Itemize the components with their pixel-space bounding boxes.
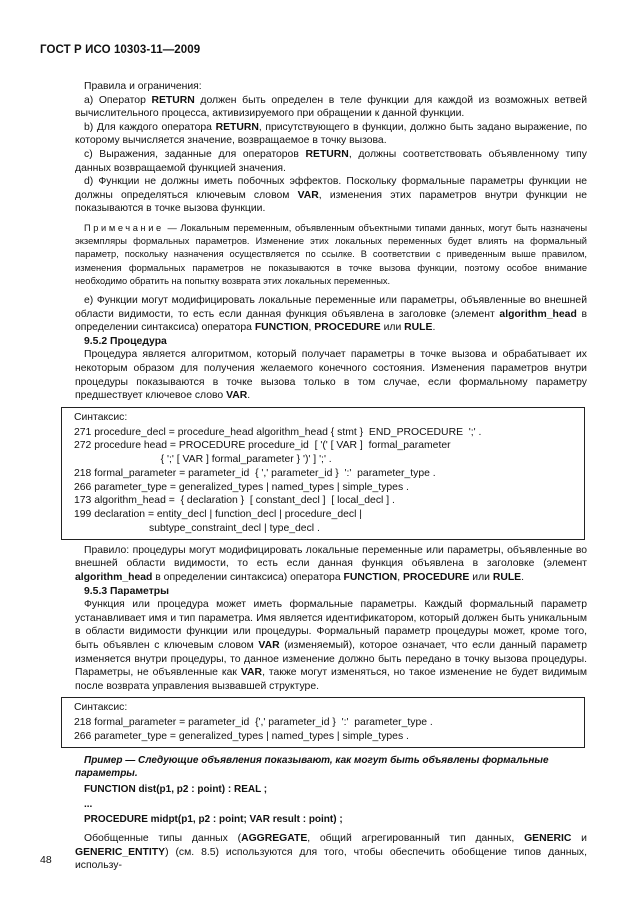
syntax-line: { ';' [ VAR ] formal_parameter } ')' ] ';' . — [74, 454, 332, 466]
syntax-line: 266 parameter_type = generalized_types | named_types | simple_types . — [74, 731, 409, 742]
syntax-line: 173 algorithm_head = { declaration } [ constant_decl ] [ local_decl ] . — [74, 495, 395, 507]
rule-c: с) Выражения, заданные для операторов RETURN, должны соответствовать объявленному типу данных возвращаемой функцией значения. — [75, 148, 587, 174]
syntax-title: Синтаксис: — [74, 702, 128, 714]
example-caption: Пример — Следующие объявления показывают, как могут быть объявлены формальные параметры. — [75, 754, 549, 780]
rule-d: d) Функции не должны иметь побочных эффектов. Поскольку формальные параметры функции не должны определяться ключевым словом VAR, изменения этих параметров внутри функции не показываются в точке вызова функции. — [75, 176, 587, 215]
rule-e: е) Функции могут модифицировать локальные переменные или параметры, объявленные во внешней области видимости, то есть если данная функция объявлена в заголовке (элемент algorithm_head в определении синтаксиса) оператора FUNCTION, PROCEDURE или RULE. — [75, 294, 587, 334]
syntax-box-parameters — [61, 697, 585, 747]
syntax-line: 218 formal_parameter = parameter_id { ',' parameter_id } ':' parameter_type . — [74, 467, 436, 479]
syntax-box-procedure — [61, 407, 585, 540]
section-heading-952: 9.5.2 Процедура — [84, 335, 167, 347]
example-code-line: ... — [84, 798, 93, 810]
syntax-title: Синтаксис: — [74, 411, 128, 423]
section-953-text: Функция или процедура может иметь формальные параметры. Каждый формальный параметр устанавливает имя и тип параметра. Имя является идентификатором, который должен быть уникальным в области видимости функции или процедуры. Формальный параметр процедуры может, кроме того, быть объявлен с ключевым словом VAR (изменяемый), которое означает, что если данный параметр изменяется внутри процедуры, то данное изменение должно быть передано в точку вызова процедуры. Параметры, не объявленные как VAR, также могут изменяться, но такое изменение не будет видимым после возврата управления вызвавшей структуре. — [75, 599, 588, 692]
page-number: 48 — [40, 854, 52, 866]
document-header: ГОСТ Р ИСО 10303-11—2009 — [40, 44, 201, 56]
rule-a: а) Оператор RETURN должен быть определен в теле функции для каждой из возможных ветвей вычислительного процесса, активизируемого при обращении к данной функции. — [75, 94, 588, 120]
procedure-rule: Правило: процедуры могут модифицировать локальные переменные или параметры, объявленные во внешней области видимости, то есть если данная функция объявлена в заголовке (элемент algorithm_head в определении синтаксиса) оператора FUNCTION, PROCEDURE или RULE. — [75, 544, 587, 584]
example-code-line: FUNCTION dist(p1, p2 : point) : REAL ; — [84, 783, 268, 795]
syntax-line: 218 formal_parameter = parameter_id {',' parameter_id } ':' parameter_type . — [74, 717, 433, 729]
rule-b: b) Для каждого оператора RETURN, присутствующего в функции, должно быть задано выражение, по которому вычисляется значение, возвращаемое в точку вызова. — [75, 121, 587, 147]
syntax-line: 199 declaration = entity_decl | function_decl | procedure_decl | — [74, 509, 362, 521]
syntax-line: 271 procedure_decl = procedure_head algorithm_head { stmt } END_PROCEDURE ';' . — [74, 426, 482, 438]
syntax-line: 266 parameter_type = generalized_types | named_types | simple_types . — [74, 481, 409, 493]
syntax-line: subtype_constraint_decl | type_decl . — [74, 523, 320, 535]
example-code-line: PROCEDURE midpt(p1, p2 : point; VAR result : point) ; — [84, 813, 343, 825]
section-heading-953: 9.5.3 Параметры — [84, 585, 170, 597]
syntax-line: 272 procedure head = PROCEDURE procedure_id [ '(' [ VAR ] formal_parameter — [74, 440, 451, 452]
closing-paragraph: Обобщенные типы данных (AGGREGATE, общий агрегированный тип данных, GENERIC и GENERIC_ENTITY) (см. 8.5) используются для того, чтобы обеспечить обобщение типов данных, использу- — [75, 832, 587, 872]
page-body — [75, 75, 587, 873]
note-paragraph: Примечание — Локальным переменным, объявленным объектными типами данных, могут быть назначены экземпляры формальных параметров. Изменение этих локальных переменных будет влиять на формальный параметр, поскольку назначения осуществляется по ссылке. В соответствии с приведенным выше правилом, изменения формальных параметров не показываются в точке вызова функции, поэтому особое внимание необходимо обратить на попытку возврата этих локальных переменных. — [75, 222, 587, 286]
note-label: Примечание — [84, 222, 164, 233]
section-952-text: Процедура является алгоритмом, который получает параметры в точке вызова и обрабатывает их некоторым образом для получения желаемого конечного состояния. Изменения параметров внутри процедуры показываются в точке вызова только в том случае, если формальному параметру предшествует ключевое слово VAR. — [75, 349, 587, 402]
rules-heading: Правила и ограничения: — [84, 81, 202, 92]
